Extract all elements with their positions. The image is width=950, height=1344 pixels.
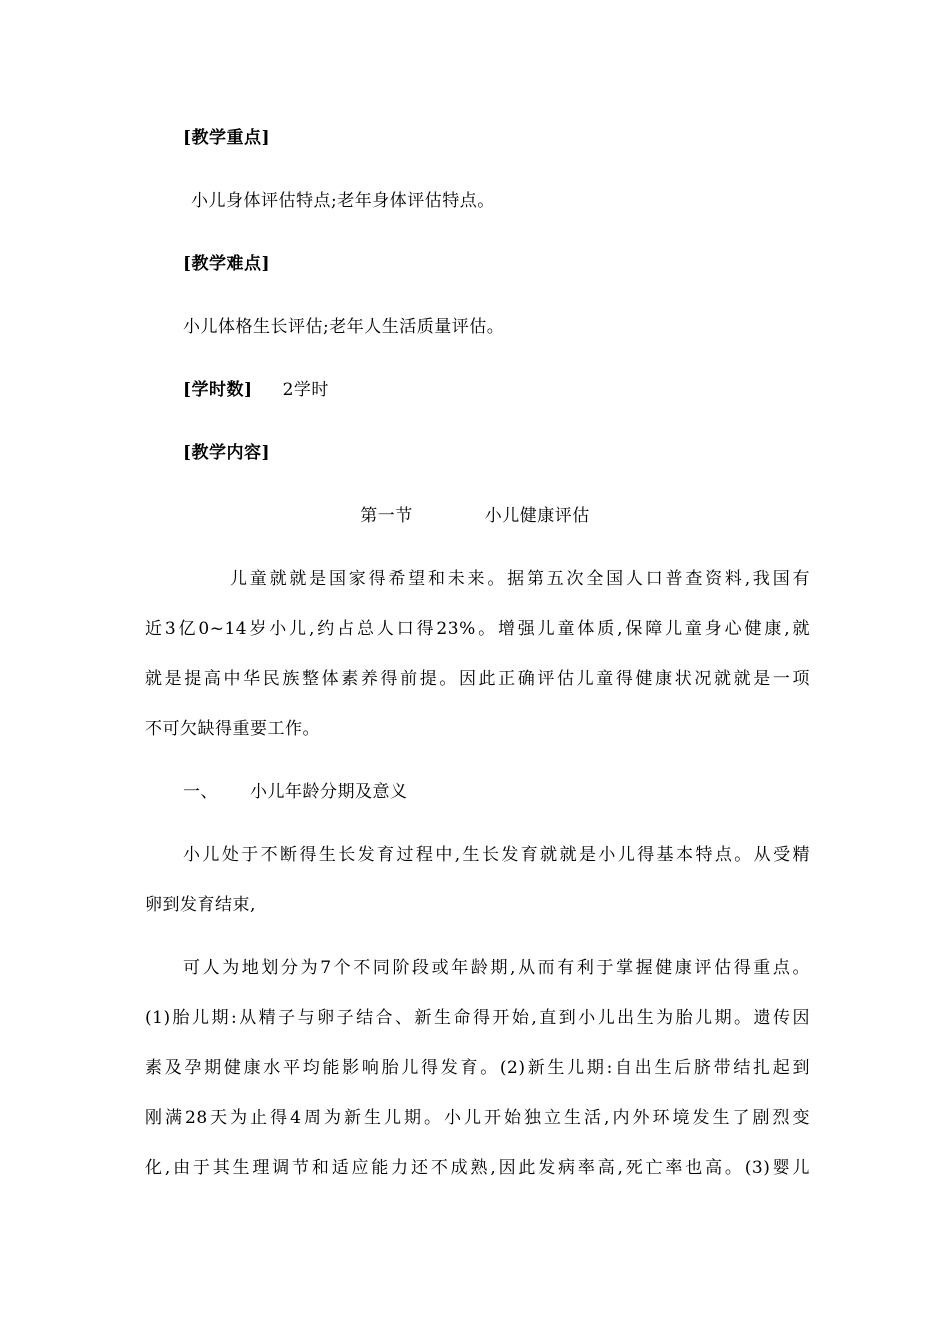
para1-line-3: 就是提高中华民族整体素养得前提。因此正确评估儿童得健康状况就就是一项 [145, 669, 810, 689]
para3-line-3: 素及孕期健康水平均能影响胎儿得发育。(2)新生儿期:自出生后脐带结扎起到 [145, 1058, 810, 1078]
para3-line-2: (1)胎儿期:从精子与卵子结合、新生命得开始,直到小儿出生为胎儿期。遗传因 [145, 1008, 810, 1028]
section-title-line [0, 504, 950, 528]
section-number: 第一节 [360, 506, 413, 526]
hours-line [183, 378, 848, 402]
subsection-heading [183, 780, 848, 804]
subsection-title: 小儿年龄分期及意义 [250, 782, 408, 802]
para1-line-1: 儿童就就是国家得希望和未来。据第五次全国人口普查资料,我国有 [230, 569, 810, 589]
key-points-text: 小儿身体评估特点;老年身体评估特点。 [191, 191, 495, 211]
para1-line-4: 不可欠缺得重要工作。 [145, 719, 320, 739]
difficulties-heading: [教学难点] [183, 254, 271, 274]
para2-line-1: 小儿处于不断得生长发育过程中,生长发育就就是小儿得基本特点。从受精 [183, 845, 810, 865]
section-title: 小儿健康评估 [484, 506, 590, 526]
subsection-number: 一、 [183, 782, 218, 802]
para3-line-5: 化,由于其生理调节和适应能力还不成熟,因此发病率高,死亡率也高。(3)婴儿 [145, 1158, 810, 1178]
para3-line-1: 可人为地划分为7个不同阶段或年龄期,从而有利于掌握健康评估得重点。 [183, 958, 810, 978]
hours-value: 2学时 [282, 380, 329, 400]
key-points-heading: [教学重点] [183, 128, 271, 148]
para2-line-2: 卵到发育结束, [145, 895, 256, 915]
difficulties-text: 小儿体格生长评估;老年人生活质量评估。 [183, 317, 505, 337]
content-heading: [教学内容] [183, 443, 271, 463]
para3-line-4: 刚满28天为止得4周为新生儿期。小儿开始独立生活,内外环境发生了剧烈变 [145, 1108, 810, 1128]
hours-heading: [学时数] [183, 380, 253, 400]
para1-line-2: 近3亿0~14岁小儿,约占总人口得23%。增强儿童体质,保障儿童身心健康,就 [145, 619, 810, 639]
